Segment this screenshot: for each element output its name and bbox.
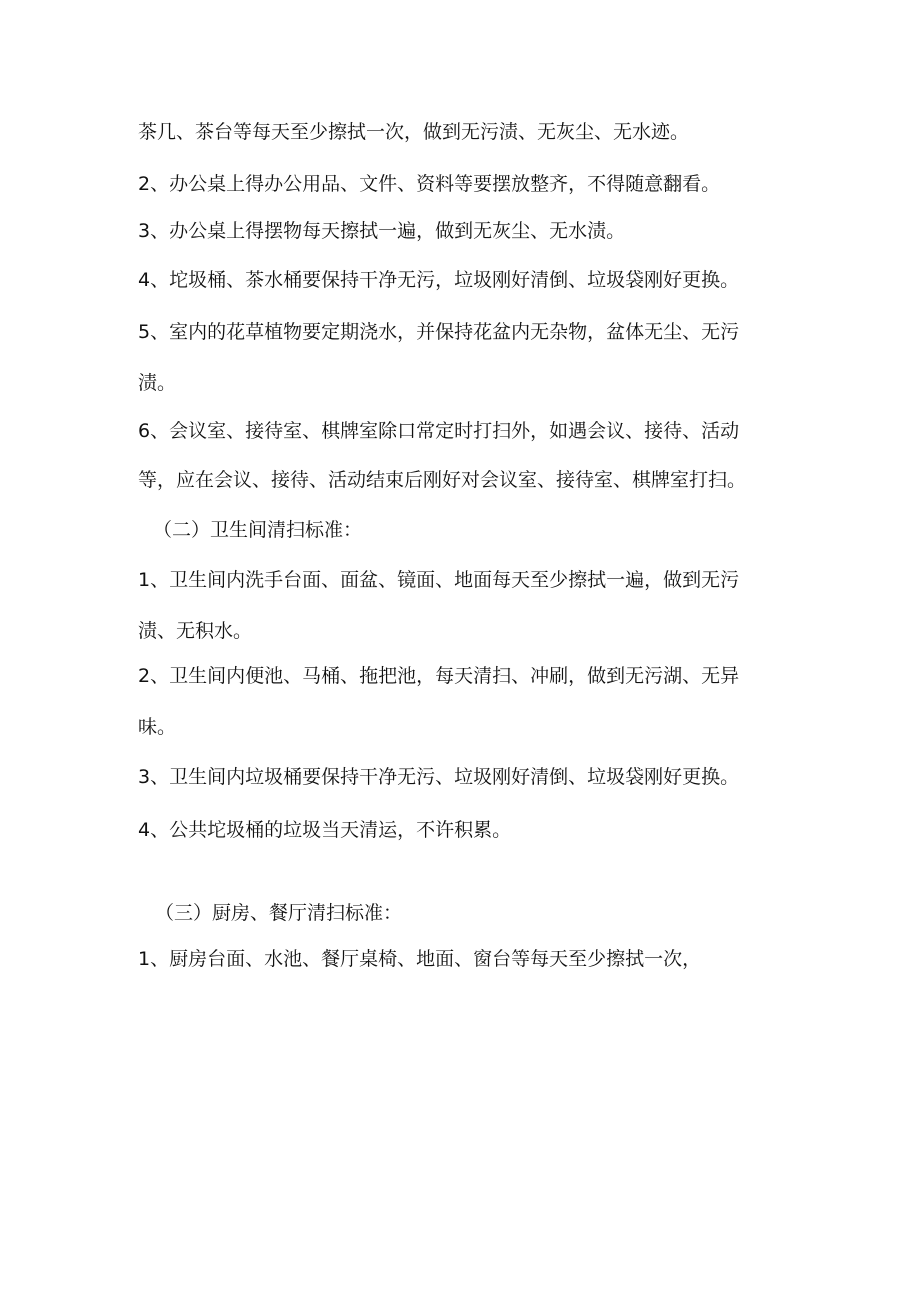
restroom-item-2-toilets-continued: 味。 [138,716,177,738]
restroom-item-4-public-trash: 4、公共坨圾桶的垃圾当天清运，不许积累。 [138,819,512,841]
list-item-6-meeting-rooms-continued: 等，应在会议、接待、活动结束后刚好对会议室、接待室、棋牌室打扫。 [138,469,747,491]
restroom-item-3-trash: 3、卫生间内垃圾桶要保持干净无污、垃圾刚好清倒、垃圾袋刚好更换。 [138,766,740,788]
restroom-item-1-surfaces-continued: 渍、无积水。 [138,620,253,642]
kitchen-item-1-surfaces: 1、厨房台面、水池、餐厅桌椅、地面、窗台等每天至少擦拭一次， [138,948,702,970]
list-item-4-trash-bins: 4、坨圾桶、茶水桶要保持干净无污，垃圾刚好清倒、垃圾袋刚好更换。 [138,269,740,291]
restroom-item-2-toilets: 2、卫生间内便池、马桶、拖把池，每天清扫、冲刷，做到无污湖、无异 [138,665,740,687]
paragraph-line: 茶几、茶台等每天至少擦拭一次，做到无污渍、无灰尘、无水迹。 [138,121,690,143]
list-item-5-plants: 5、室内的花草植物要定期浇水，并保持花盆内无杂物，盆体无尘、无污 [138,321,740,343]
list-item-2-office-supplies: 2、办公桌上得办公用品、文件、资料等要摆放整齐，不得随意翻看。 [138,173,721,195]
list-item-6-meeting-rooms: 6、会议室、接待室、棋牌室除口常定时打扫外，如遇会议、接待、活动 [138,420,740,442]
restroom-item-1-surfaces: 1、卫生间内洗手台面、面盆、镜面、地面每天至少擦拭一遍，做到无污 [138,569,740,591]
section-heading-kitchen: （三）厨房、餐厅清扫标准： [155,902,403,924]
list-item-5-plants-continued: 渍。 [138,372,177,394]
list-item-3-desk-ornaments: 3、办公桌上得摆物每天擦拭一遍，做到无灰尘、无水渍。 [138,220,626,242]
section-heading-restroom: （二）卫生间清扫标准： [153,519,363,541]
